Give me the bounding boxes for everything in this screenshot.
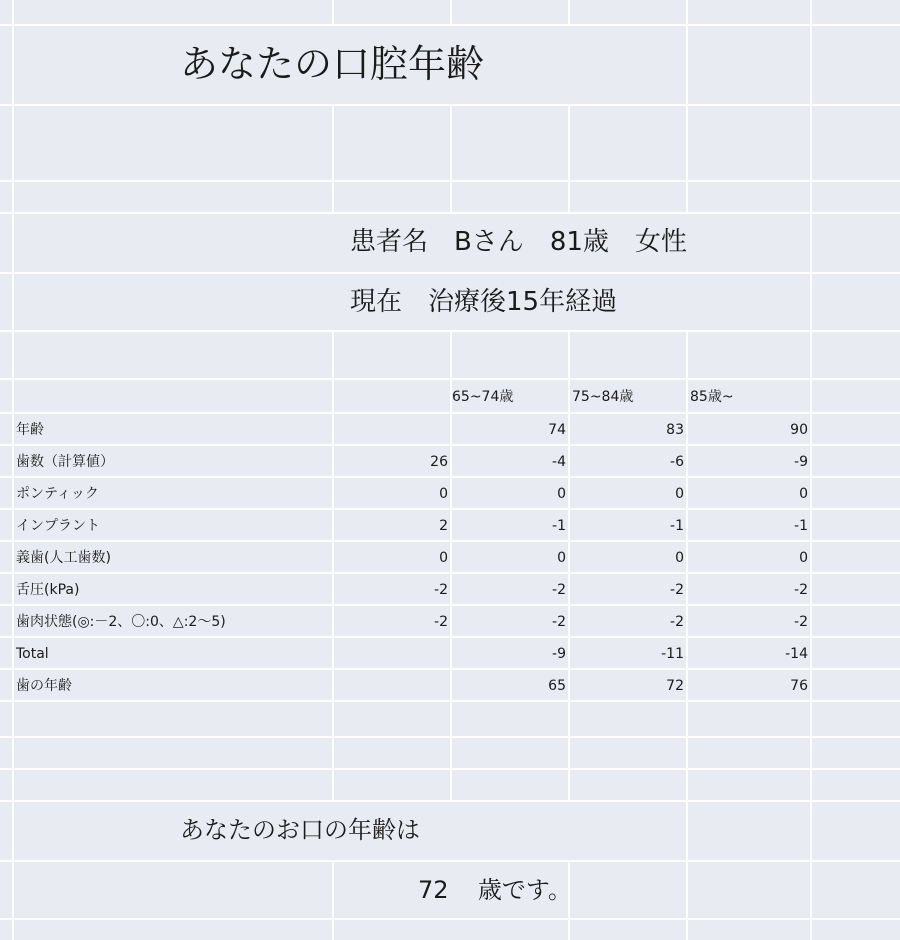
table-cell: 0 [557,486,566,502]
table-cell: 0 [675,550,684,566]
table-cell: -11 [661,646,684,662]
table-cell: -4 [552,454,566,470]
age-bracket-header: 85歳~ [690,389,734,405]
table-cell: 72 [666,678,684,694]
grid-line [686,0,688,212]
table-cell: -1 [670,518,684,534]
table-cell: 76 [790,678,808,694]
table-cell: -1 [794,518,808,534]
row-label: 年齢 [16,422,44,438]
grid-line [810,0,812,940]
result-suffix: 歳です。 [477,876,572,904]
table-cell: -9 [794,454,808,470]
row-label: 舌圧(kPa) [16,582,80,598]
table-cell: 83 [666,422,684,438]
table-cell: 0 [799,486,808,502]
age-bracket-header: 65~74歳 [452,389,514,405]
row-label: 歯肉状態(◎:－2、〇:0、△:2〜5) [16,614,226,630]
row-label: 義歯(人工歯数) [16,550,111,566]
table-cell: 0 [799,550,808,566]
row-label: 歯の年齢 [16,678,72,694]
table-cell: -2 [552,582,566,598]
table-cell: -2 [434,614,448,630]
grid-line [0,24,900,26]
table-cell: -1 [552,518,566,534]
grid-line [686,330,688,940]
table-cell: 26 [430,454,448,470]
grid-line [568,0,570,24]
table-cell: 90 [790,422,808,438]
row-label: 歯数（計算値） [16,454,114,470]
grid-line [332,104,334,212]
table-cell: -6 [670,454,684,470]
row-label: インプラント [16,518,100,534]
table-cell: -14 [785,646,808,662]
grid-line [0,860,900,862]
result-prefix: あなたのお口の年齢は [180,816,420,844]
grid-line [0,918,900,920]
patient-info: 患者名 Bさん 81歳 女性 [350,227,687,257]
treatment-status: 現在 治療後15年経過 [350,287,618,317]
result-line [418,878,572,902]
table-cell: 0 [439,550,448,566]
grid-line [568,104,570,212]
grid-line [450,104,452,212]
table-cell: 74 [548,422,566,438]
result-age: 72 [418,876,449,904]
table-cell: 0 [439,486,448,502]
grid-line [568,330,570,800]
page-title: あなたの口腔年齢 [180,42,485,86]
grid-line [0,212,900,214]
grid-line [332,860,334,940]
table-cell: 0 [557,550,566,566]
table-cell: 2 [439,518,448,534]
grid-line [332,0,334,24]
table-cell: -2 [670,614,684,630]
grid-line [0,800,900,802]
table-cell: -2 [794,582,808,598]
table-cell: -2 [794,614,808,630]
table-cell: 0 [675,486,684,502]
table-cell: 65 [548,678,566,694]
table-cell: -9 [552,646,566,662]
table-cell: -2 [552,614,566,630]
table-cell: -2 [434,582,448,598]
age-bracket-header: 75~84歳 [572,389,634,405]
row-label: ポンティック [16,486,99,502]
grid-line [332,330,334,800]
grid-line [0,272,900,274]
grid-line [12,0,14,940]
row-label: Total [16,646,49,662]
grid-line [450,0,452,24]
table-cell: -2 [670,582,684,598]
